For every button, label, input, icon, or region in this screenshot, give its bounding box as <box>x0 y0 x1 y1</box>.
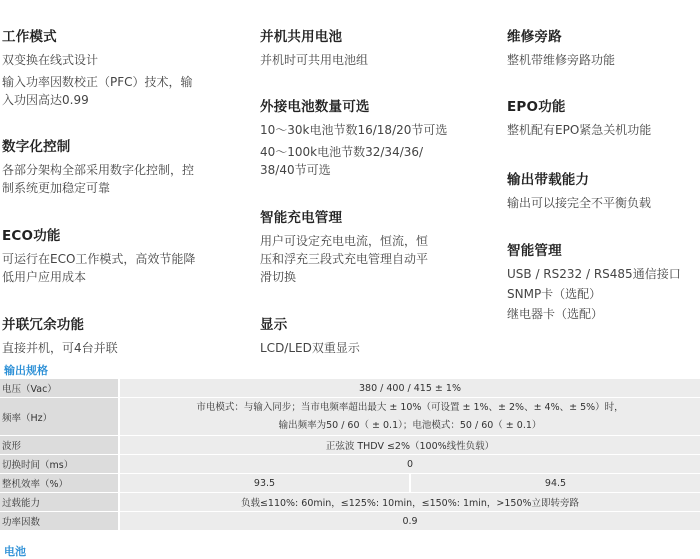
row-label: 切换时间（ms） <box>0 455 118 473</box>
row-label: 波形 <box>0 436 118 454</box>
feature-desc: USB / RS232 / RS485通信接口 SNMP卡（选配） 继电器卡（选配） <box>507 267 681 321</box>
table-row <box>0 512 700 530</box>
row-value: 0.9 <box>118 512 700 530</box>
feature-title: 维修旁路 <box>507 29 562 45</box>
table-row <box>0 455 700 473</box>
table-row <box>0 493 700 511</box>
row-value: 负载≤110%: 60min，≤125%: 10min，≤150%: 1min，>150%立即转旁路 <box>118 493 700 511</box>
feature-desc: 各部分架构全部采用数字化控制，控 制系统更加稳定可靠 <box>2 163 195 195</box>
feature-desc: LCD/LED双重显示 <box>260 341 360 355</box>
feature-maintenance-bypass <box>507 28 700 69</box>
row-label: 频率（Hz） <box>0 398 118 435</box>
output-spec-table <box>0 378 700 531</box>
row-value: 93.5 <box>118 474 409 492</box>
feature-desc: 直接并机，可4台并联 <box>2 341 118 355</box>
feature-desc: 输出可以接完全不平衡负载 <box>507 196 652 210</box>
table-row <box>0 398 700 435</box>
feature-desc: 用户可设定充电电流，恒流，恒 压和浮充三段式充电管理自动平 滑切换 <box>260 234 429 284</box>
feature-title: 外接电池数量可选 <box>260 99 370 115</box>
row-label: 整机效率（%） <box>0 474 118 492</box>
row-value: 0 <box>118 455 700 473</box>
feature-title: 并机共用电池 <box>260 29 343 45</box>
table-row <box>0 436 700 454</box>
feature-digital-control <box>2 138 232 197</box>
feature-desc: 整机配有EPO紧急关机功能 <box>507 123 652 137</box>
row-value: 94.5 <box>409 474 700 492</box>
feature-desc: 10～30k电池节数16/18/20节可选 40～100k电池节数32/34/36/ 38/40节可选 <box>260 123 448 177</box>
row-label: 电压（Vac） <box>0 379 118 397</box>
feature-desc: 双变换在线式设计 输入功率因数校正（PFC）技术，输 入功因高达0.99 <box>2 53 193 107</box>
feature-title: 工作模式 <box>2 29 57 45</box>
feature-work-mode <box>2 28 232 109</box>
feature-smart-charging <box>260 209 475 286</box>
table-row <box>0 379 700 397</box>
feature-eco <box>2 227 232 286</box>
feature-title: 并联冗余功能 <box>2 317 85 333</box>
row-value: 380 / 400 / 415 ± 1% <box>118 379 700 397</box>
feature-title: 智能充电管理 <box>260 210 343 226</box>
row-label: 过载能力 <box>0 493 118 511</box>
feature-desc: 可运行在ECO工作模式，高效节能降 低用户应用成本 <box>2 252 196 284</box>
row-value: 市电模式：与输入同步；当市电频率超出最大 ± 10%（可设置 ± 1%、± 2%、± 4%、± 5%）时， 输出频率为50 / 60（ ± 0.1）；电池模式：50 / 60（ ± 0.1） <box>118 398 700 435</box>
feature-title: 显示 <box>260 317 288 333</box>
feature-title: 智能管理 <box>507 243 562 259</box>
feature-shared-battery <box>260 28 475 69</box>
feature-title: ECO功能 <box>2 228 61 244</box>
feature-parallel-redundancy <box>2 316 232 357</box>
feature-desc: 并机时可共用电池组 <box>260 53 369 67</box>
feature-title: 数字化控制 <box>2 139 71 155</box>
feature-desc: 整机带维修旁路功能 <box>507 53 616 67</box>
feature-output-load <box>507 171 700 212</box>
row-value: 正弦波 THDV ≤2%（100%线性负载） <box>118 436 700 454</box>
feature-smart-management <box>507 242 700 323</box>
section-title-battery: 电池 <box>4 545 26 558</box>
feature-epo <box>507 98 700 139</box>
table-row <box>0 474 700 492</box>
feature-display <box>260 316 475 357</box>
row-label: 功率因数 <box>0 512 118 530</box>
section-title-output-spec: 输出规格 <box>4 364 48 377</box>
feature-battery-count <box>260 98 475 179</box>
feature-title: EPO功能 <box>507 99 566 115</box>
feature-title: 输出带载能力 <box>507 172 590 188</box>
